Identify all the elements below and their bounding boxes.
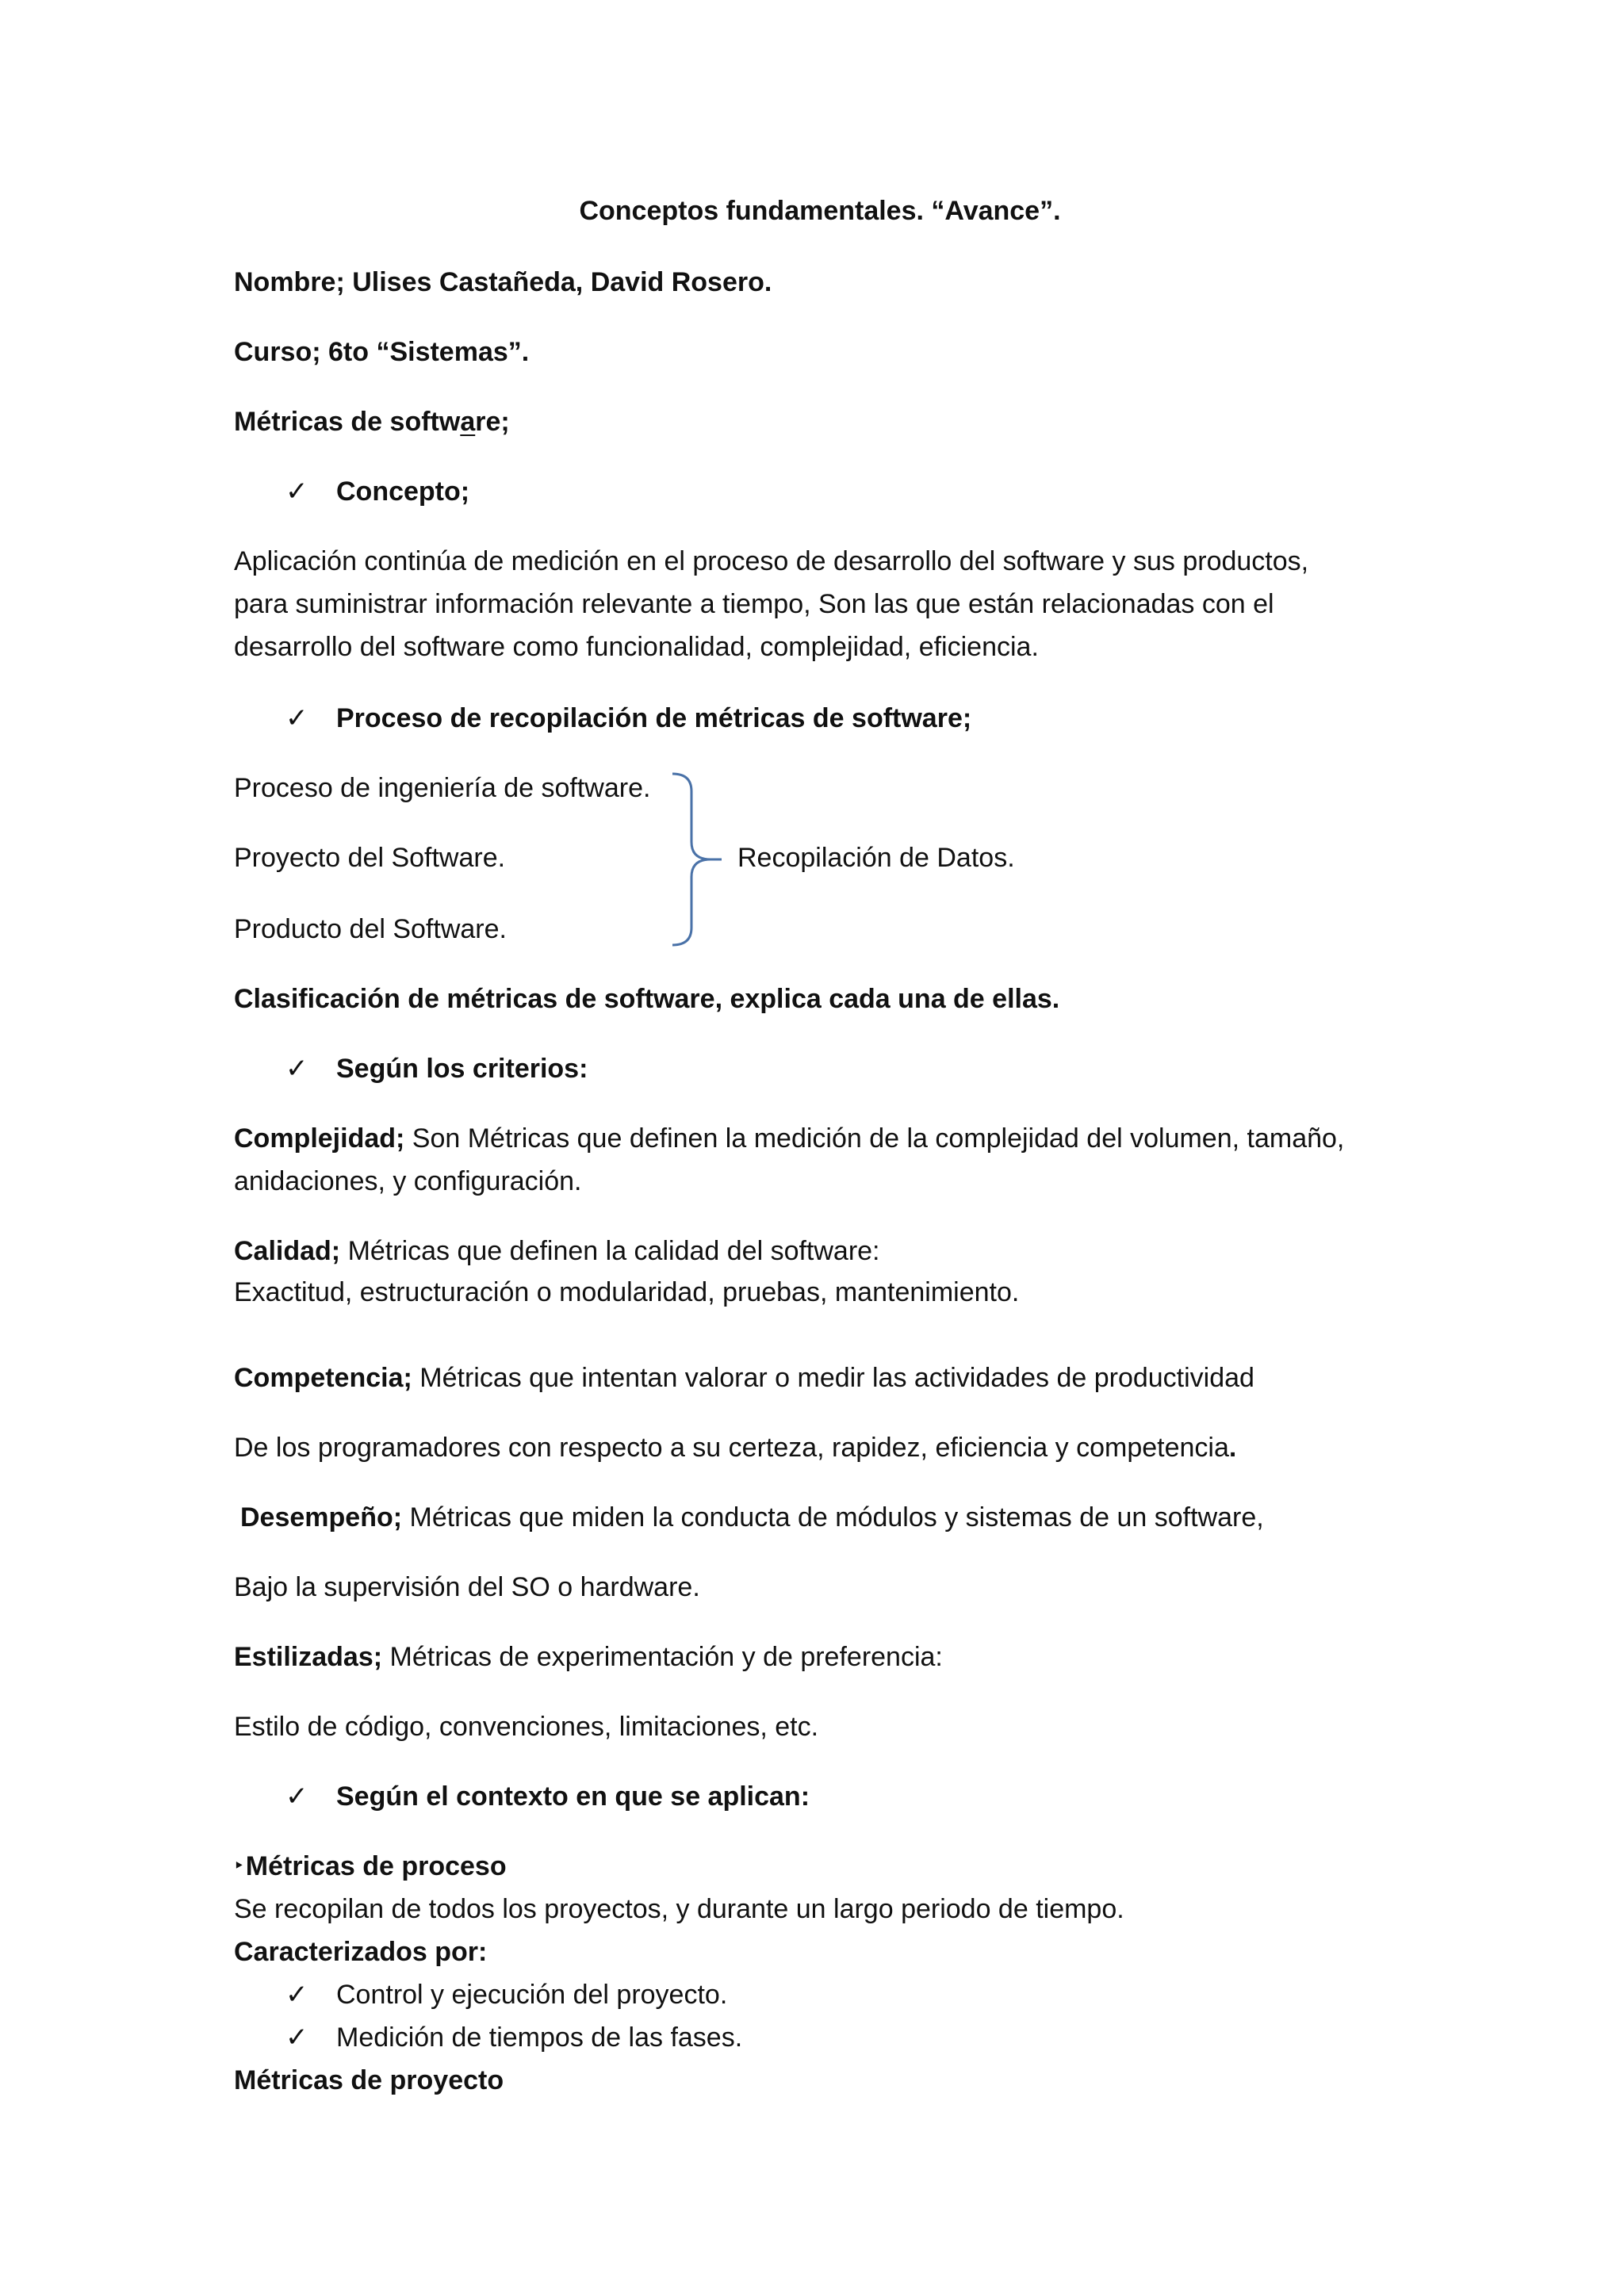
process-metrics-text: Se recopilan de todos los proyectos, y durante un largo periodo de tiempo. — [234, 1894, 1124, 1924]
characterized-heading: Caracterizados por: — [234, 1937, 488, 1967]
checklist-item-context — [285, 1779, 810, 1814]
term-text: Son Métricas que definen la medición de la complejidad del volumen, tamaño, — [404, 1123, 1345, 1154]
term-text-end: . — [1228, 1433, 1237, 1463]
term-text: De los programadores con respecto a su certeza, rapidez, eficiencia y competencia — [234, 1433, 1229, 1463]
characterized-item-2 — [285, 2020, 742, 2055]
checklist-label: Medición de tiempos de las fases. — [336, 2022, 743, 2053]
name-line: Nombre; Ulises Castañeda, David Rosero. — [234, 267, 772, 297]
complejidad-line-1 — [234, 1121, 1344, 1156]
term-text: Métricas que intentan valorar o medir las actividades de productividad — [412, 1363, 1254, 1393]
concept-paragraph-line-1: Aplicación continúa de medición en el proceso de desarrollo del software y sus productos, — [234, 546, 1309, 576]
complejidad-line-2: anidaciones, y configuración. — [234, 1166, 582, 1196]
course-line: Curso; 6to “Sistemas”. — [234, 337, 530, 367]
brace-label: Recopilación de Datos. — [737, 843, 1015, 873]
checkmark-icon: ✓ — [285, 1979, 308, 2011]
term-label: Calidad; — [234, 1236, 341, 1266]
checklist-label: Concepto; — [336, 476, 470, 507]
heading-text: Métricas de proceso — [245, 1851, 507, 1881]
competencia-line-1 — [234, 1360, 1254, 1395]
term-label: Estilizadas; — [234, 1642, 383, 1672]
collection-item-1: Proceso de ingeniería de software. — [234, 773, 651, 803]
concept-paragraph-line-3: desarrollo del software como funcionalidad, complejidad, eficiencia. — [234, 632, 1039, 662]
heading-part: re; — [475, 407, 510, 437]
project-metrics-heading: Métricas de proyecto — [234, 2065, 504, 2095]
heading-part: Métricas de softw — [234, 407, 461, 437]
competencia-line-2 — [234, 1430, 1236, 1465]
concept-paragraph-line-2: para suministrar información relevante a tiempo, Son las que están relacionadas con el — [234, 589, 1274, 619]
heading-underlined-letter: a — [460, 407, 476, 437]
term-label: Desempeño; — [240, 1502, 403, 1533]
term-text: Métricas que definen la calidad del software: — [340, 1236, 880, 1266]
checklist-label: Según los criterios: — [336, 1054, 588, 1084]
term-text: Métricas de experimentación y de preferencia: — [382, 1642, 943, 1672]
collection-item-2: Proyecto del Software. — [234, 843, 506, 873]
checklist-label: Según el contexto en que se aplican: — [336, 1781, 810, 1812]
checklist-item-concept — [285, 474, 469, 509]
collection-item-3: Producto del Software. — [234, 914, 507, 944]
estilizadas-line-2: Estilo de código, convenciones, limitaciones, etc. — [234, 1712, 819, 1742]
checkmark-icon: ✓ — [285, 1781, 308, 1812]
checklist-label: Control y ejecución del proyecto. — [336, 1980, 728, 2010]
term-label: Competencia; — [234, 1363, 412, 1393]
checklist-label: Proceso de recopilación de métricas de software; — [336, 703, 972, 733]
estilizadas-line-1 — [234, 1640, 943, 1674]
section-heading-software-metrics — [234, 404, 510, 439]
checklist-item-criteria — [285, 1051, 588, 1086]
checklist-item-collection-process — [285, 701, 971, 736]
checkmark-icon: ✓ — [285, 1053, 308, 1085]
calidad-line-2: Exactitud, estructuración o modularidad, pruebas, mantenimiento. — [234, 1277, 1020, 1307]
characterized-item-1 — [285, 1977, 727, 2012]
term-text: Métricas que miden la conducta de módulos y sistemas de un software, — [402, 1502, 1264, 1533]
checkmark-icon: ✓ — [285, 476, 308, 507]
desempeno-line-1 — [240, 1500, 1264, 1535]
calidad-line-1 — [234, 1234, 880, 1269]
term-label: Complejidad; — [234, 1123, 405, 1154]
document-title: Conceptos fundamentales. “Avance”. — [579, 196, 1061, 226]
right-brace-icon — [665, 769, 728, 953]
checkmark-icon: ✓ — [285, 2022, 308, 2053]
classification-heading: Clasificación de métricas de software, explica cada una de ellas. — [234, 984, 1060, 1014]
triangle-bullet-icon: ‣ — [234, 1856, 244, 1875]
process-metrics-heading — [234, 1849, 507, 1887]
desempeno-line-2: Bajo la supervisión del SO o hardware. — [234, 1572, 700, 1602]
checkmark-icon: ✓ — [285, 702, 308, 734]
